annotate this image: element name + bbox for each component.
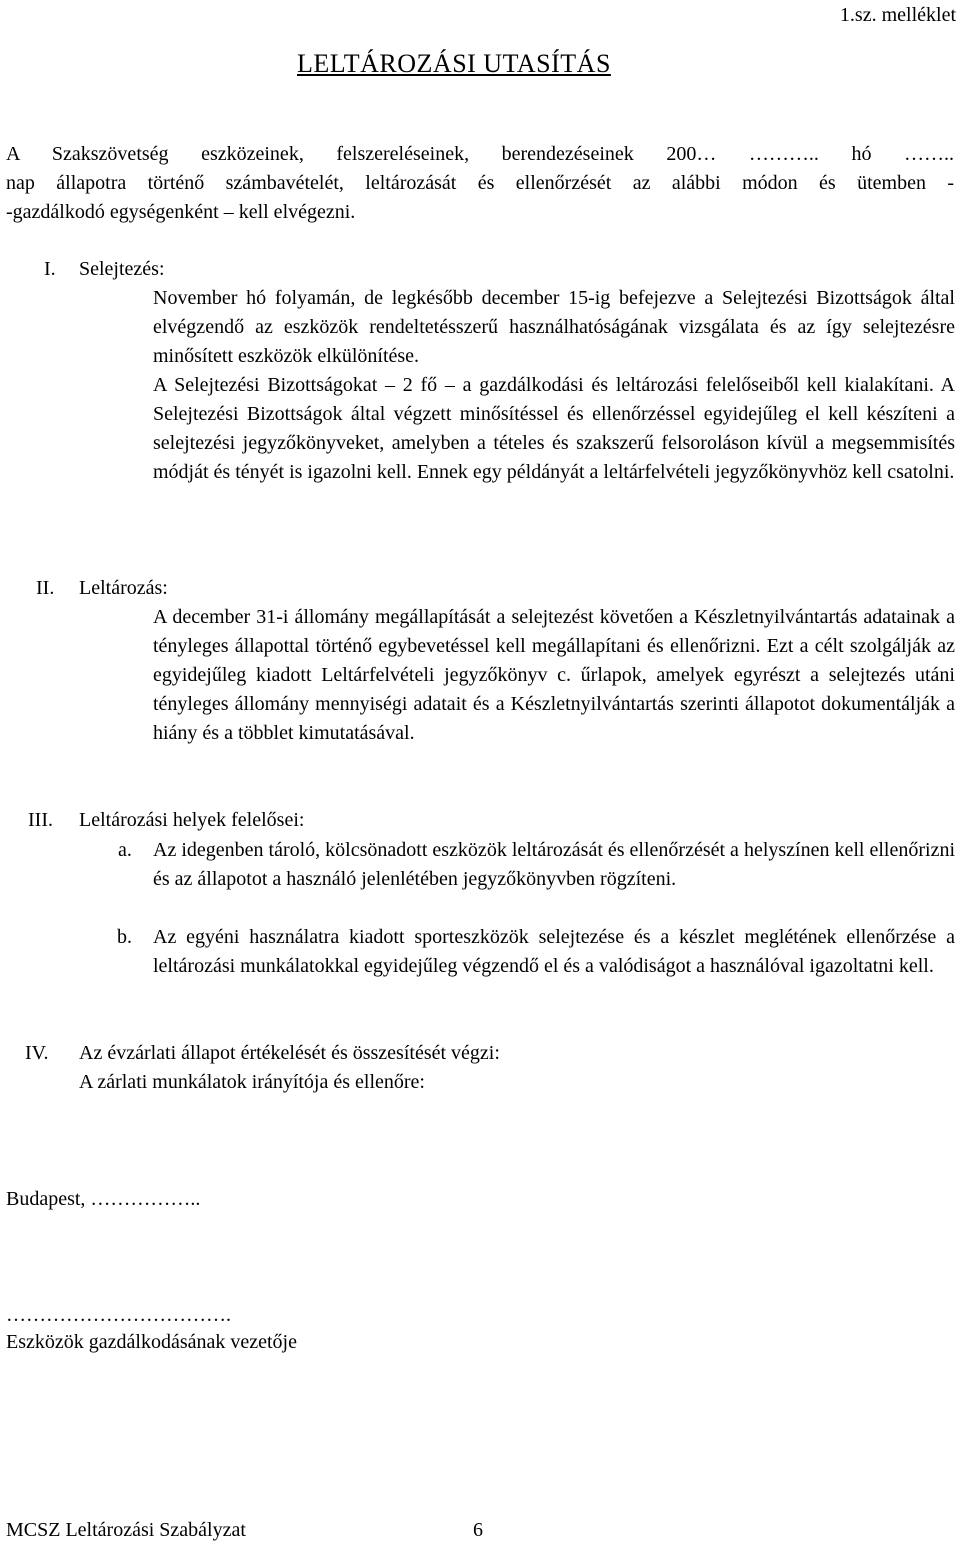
section-2-number: II. [36,577,55,599]
intro-paragraph [6,140,954,227]
section-1-paragraph: November hó folyamán, de legkésőbb december 15-ig befejezve a Selejtezési Bizottságok által elvégzendő az eszközök rendeltetésszerű használhatóságának vizsgálata és az így selejtezésre minősített eszközök elkülönítése. [153,287,955,367]
section-1-paragraph: A Selejtezési Bizottságokat – 2 fő – a gazdálkodási és leltározási felelőseiből kell kialakítani. A Selejtezési Bizottságok által végzett minősítéssel és ellenőrzéssel egyidejűleg el kell készíteni a selejtezési jegyzőkönyveket, amelyben a tételes és szakszerű felsoroláson kívül a megsemmisítés módját és tényét is igazolni kell. Ennek egy példányát a leltárfelvételi jegyzőkönyvhöz kell csatolni. [153,374,955,483]
section-2-body [153,603,955,748]
section-4-line: A zárlati munkálatok irányítója és ellenőre: [79,1071,425,1093]
section-3-heading: Leltározási helyek felelősei: [79,809,305,831]
section-1-body [153,284,955,487]
annex-label: 1.sz. melléklet [839,4,956,26]
list-item-text: Az idegenben tároló, kölcsönadott eszközök leltározását és ellenőrzését a helyszínen kell ellenőrizni és az állapotot a használó jelenlétében jegyzőkönyvben rögzíteni. [153,839,955,890]
section-3-number: III. [28,809,53,831]
footer-document-name: MCSZ Leltározási Szabályzat [6,1519,246,1541]
list-item-letter: b. [117,926,132,948]
signature-title: Eszközök gazdálkodásának vezetője [6,1331,297,1353]
list-item-letter: a. [118,839,132,861]
section-2-heading: Leltározás: [79,577,168,599]
signature-line: ……………………………. [6,1304,231,1326]
section-2-paragraph: A december 31-i állomány megállapítását a selejtezést követően a Készletnyilvántartás adatainak a tényleges állapottal történő egybevetéssel kell megállapítani és ellenőrizni. Ezt a célt szolgálják az egyidejűleg kiadott Leltárfelvételi jegyzőkönyv c. űrlapok, amelyek egyrészt a selejtezés utáni tényleges állomány mennyiségi adatait és a Készletnyilvántartás szerinti állapotot dokumentálják a hiány és a többlet kimutatásával. [153,606,955,744]
place-date: Budapest, …………….. [6,1188,201,1210]
footer-page-number: 6 [473,1519,483,1541]
list-item-text: Az egyéni használatra kiadott sporteszközök selejtezése és a készlet meglétének ellenőrzése a leltározási munkálatokkal egyidejűleg végzendő el és a valódiságot a használóval igazoltatni kell. [153,926,955,977]
section-4-number: IV. [25,1042,49,1064]
section-4-line: Az évzárlati állapot értékelését és összesítését végzi: [79,1042,500,1064]
intro-line: -gazdálkodó egységenként – kell elvégezni. [6,201,356,223]
intro-line: nap állapotra történő számbavételét, leltározását és ellenőrzését az alábbi módon és ütemben - [6,172,954,194]
intro-line: A Szakszövetség eszközeinek, felszereléseinek, berendezéseinek 200… ……….. hó …….. [6,143,954,165]
section-1-number: I. [44,258,56,280]
section-1-heading: Selejtezés: [79,258,165,280]
page-title: LELTÁROZÁSI UTASÍTÁS [297,49,611,78]
